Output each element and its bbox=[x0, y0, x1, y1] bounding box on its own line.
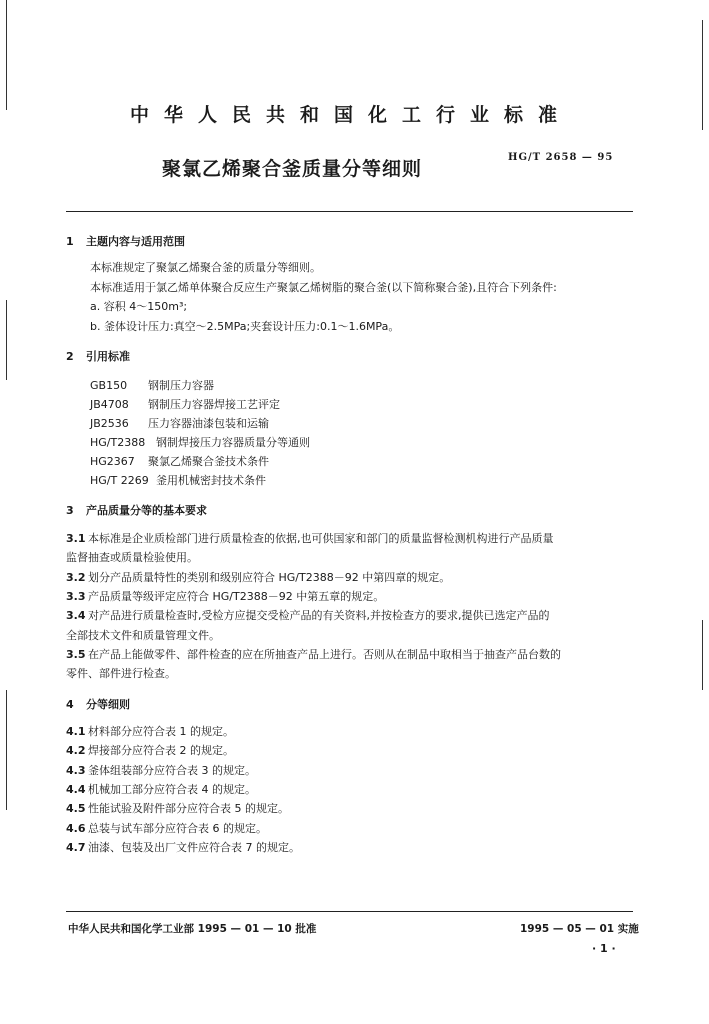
paragraph: 本标准规定了聚氯乙烯聚合釜的质量分等细则。 bbox=[90, 261, 321, 274]
clause-number: 4.3 bbox=[66, 764, 86, 777]
section-title: 主题内容与适用范围 bbox=[86, 235, 185, 248]
section-1-heading bbox=[66, 233, 185, 249]
clause-number: 4.6 bbox=[66, 822, 86, 835]
clause-continuation: 零件、部件进行检查。 bbox=[66, 667, 176, 680]
clause-text: 焊接部分应符合表 2 的规定。 bbox=[88, 744, 234, 757]
clause-text: 本标准是企业质检部门进行质量检查的依据,也可供国家和部门的质量监督检测机构进行产品质量 bbox=[88, 532, 554, 545]
reference-item bbox=[90, 453, 269, 469]
reference-item bbox=[90, 434, 310, 450]
clause-text: 材料部分应符合表 1 的规定。 bbox=[88, 725, 234, 738]
section-4-heading bbox=[66, 696, 130, 712]
condition-b: b. 釜体设计压力:真空～2.5MPa;夹套设计压力:0.1～1.6MPa。 bbox=[90, 320, 400, 333]
reference-title: 压力容器油漆包装和运输 bbox=[148, 417, 269, 430]
standard-category-heading: 中华人民共和国化工行业标准 bbox=[130, 104, 573, 126]
scan-margin-mark bbox=[6, 0, 7, 110]
section-number: 1 bbox=[66, 235, 74, 248]
clause-number: 3.1 bbox=[66, 532, 86, 545]
scan-margin-mark bbox=[6, 300, 7, 380]
clause-4-2 bbox=[66, 742, 234, 758]
clause-3-2 bbox=[66, 569, 450, 585]
clause-number: 4.4 bbox=[66, 783, 86, 796]
document-title: 聚氯乙烯聚合釜质量分等细则 bbox=[162, 158, 423, 180]
clause-text: 油漆、包装及出厂文件应符合表 7 的规定。 bbox=[88, 841, 300, 854]
reference-code: HG/T 2269 bbox=[90, 474, 149, 487]
clause-4-7 bbox=[66, 839, 300, 855]
clause-number: 3.5 bbox=[66, 648, 86, 661]
clause-continuation: 全部技术文件和质量管理文件。 bbox=[66, 629, 220, 642]
clause-text: 机械加工部分应符合表 4 的规定。 bbox=[88, 783, 256, 796]
reference-title: 钢制压力容器 bbox=[148, 379, 214, 392]
reference-item bbox=[90, 472, 266, 488]
footer-divider bbox=[66, 911, 633, 912]
approval-line: 中华人民共和国化学工业部 1995 — 01 — 10 批准 bbox=[68, 923, 317, 935]
clause-3-3 bbox=[66, 588, 384, 604]
clause-text: 釜体组装部分应符合表 3 的规定。 bbox=[88, 764, 256, 777]
scan-margin-mark bbox=[6, 690, 7, 810]
clause-number: 3.4 bbox=[66, 609, 86, 622]
reference-item bbox=[90, 377, 214, 393]
clause-text: 产品质量等级评定应符合 HG/T2388－92 中第五章的规定。 bbox=[88, 590, 385, 603]
condition-a: a. 容积 4～150m³; bbox=[90, 300, 188, 313]
reference-title: 釜用机械密封技术条件 bbox=[156, 474, 266, 487]
clause-number: 4.2 bbox=[66, 744, 86, 757]
clause-number: 4.1 bbox=[66, 725, 86, 738]
section-title: 产品质量分等的基本要求 bbox=[86, 504, 207, 517]
section-number: 2 bbox=[66, 350, 74, 363]
clause-text: 性能试验及附件部分应符合表 5 的规定。 bbox=[88, 802, 289, 815]
section-number: 3 bbox=[66, 504, 74, 517]
page-number: · 1 · bbox=[592, 942, 616, 955]
reference-item bbox=[90, 396, 280, 412]
reference-code: JB2536 bbox=[90, 417, 129, 430]
section-3-heading bbox=[66, 502, 207, 518]
reference-code: JB4708 bbox=[90, 398, 129, 411]
clause-number: 4.5 bbox=[66, 802, 86, 815]
reference-item bbox=[90, 415, 269, 431]
standard-code: HG/T 2658 — 95 bbox=[508, 152, 614, 163]
clause-3-4 bbox=[66, 607, 550, 623]
clause-4-4 bbox=[66, 781, 256, 797]
section-title: 引用标准 bbox=[86, 350, 130, 363]
clause-text: 对产品进行质量检查时,受检方应提交受检产品的有关资料,并按检查方的要求,提供已选定产品的 bbox=[88, 609, 550, 622]
reference-title: 聚氯乙烯聚合釜技术条件 bbox=[148, 455, 269, 468]
clause-continuation: 监督抽查或质量检验使用。 bbox=[66, 551, 198, 564]
paragraph: 本标准适用于氯乙烯单体聚合反应生产聚氯乙烯树脂的聚合釜(以下简称聚合釜),且符合下列条件: bbox=[90, 281, 557, 294]
reference-title: 钢制焊接压力容器质量分等通则 bbox=[156, 436, 310, 449]
header-divider bbox=[66, 211, 633, 212]
section-title: 分等细则 bbox=[86, 698, 130, 711]
clause-text: 在产品上能做零件、部件检查的应在所抽查产品上进行。否则从在制品中取相当于抽查产品台数的 bbox=[88, 648, 561, 661]
section-number: 4 bbox=[66, 698, 74, 711]
clause-4-5 bbox=[66, 800, 289, 816]
clause-number: 3.2 bbox=[66, 571, 86, 584]
clause-4-3 bbox=[66, 762, 256, 778]
clause-number: 4.7 bbox=[66, 841, 86, 854]
clause-text: 总装与试车部分应符合表 6 的规定。 bbox=[88, 822, 267, 835]
reference-code: GB150 bbox=[90, 379, 128, 392]
reference-code: HG/T2388 bbox=[90, 436, 146, 449]
reference-title: 钢制压力容器焊接工艺评定 bbox=[148, 398, 280, 411]
scan-margin-mark bbox=[702, 20, 703, 130]
clause-4-6 bbox=[66, 820, 267, 836]
clause-3-5 bbox=[66, 646, 561, 662]
implementation-date: 1995 — 05 — 01 实施 bbox=[520, 923, 639, 935]
clause-text: 划分产品质量特性的类别和级别应符合 HG/T2388－92 中第四章的规定。 bbox=[88, 571, 451, 584]
reference-code: HG2367 bbox=[90, 455, 135, 468]
section-2-heading bbox=[66, 348, 130, 364]
scan-margin-mark bbox=[702, 620, 703, 690]
clause-3-1 bbox=[66, 530, 554, 546]
clause-4-1 bbox=[66, 723, 234, 739]
clause-number: 3.3 bbox=[66, 590, 86, 603]
